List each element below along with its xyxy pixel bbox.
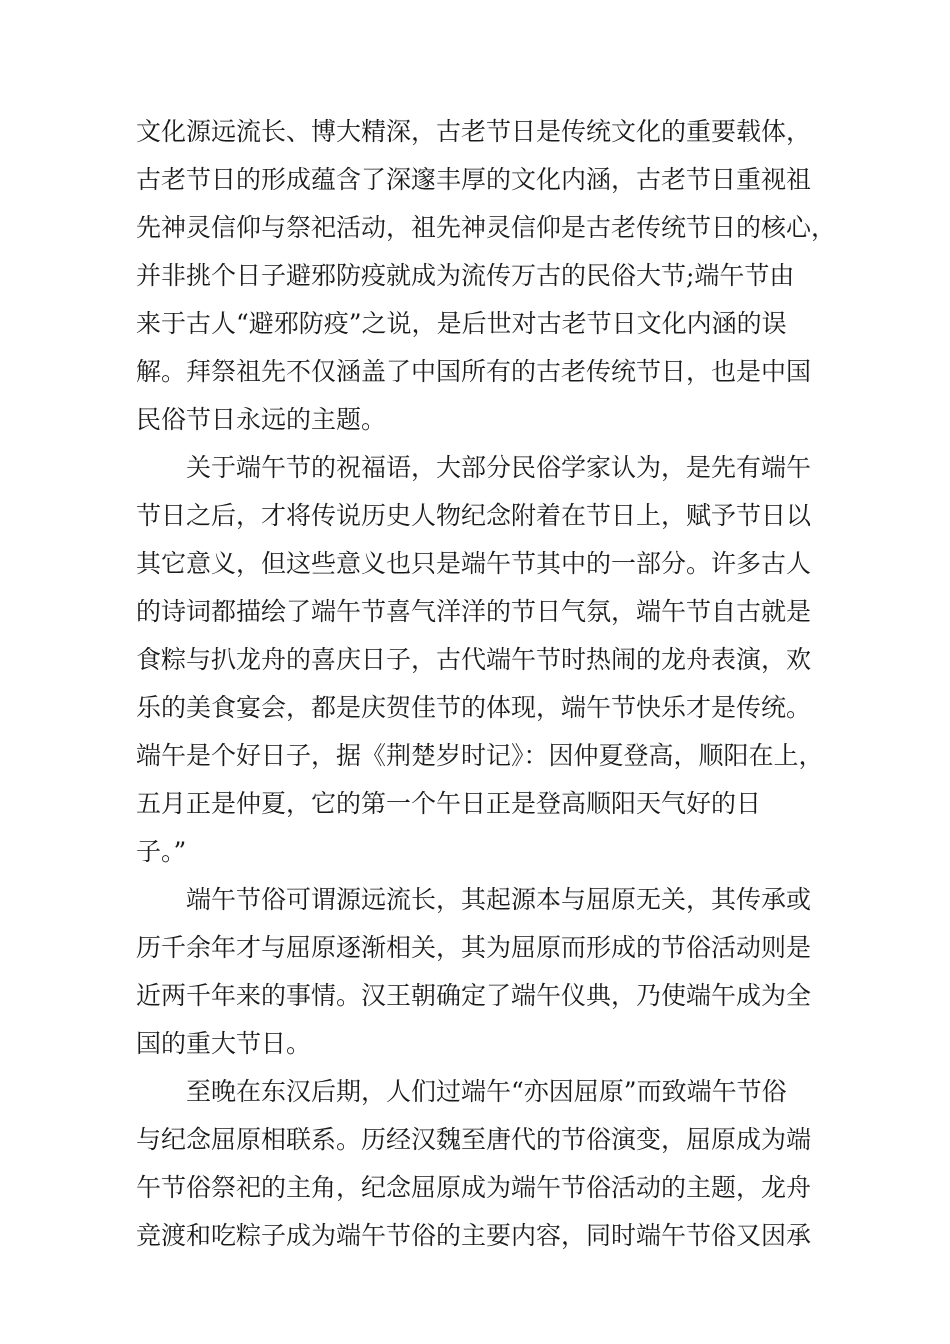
text-line: 关于端午节的祝福语，大部分民俗学家认为，是先有端午 bbox=[186, 453, 812, 482]
text-line: 端午节俗可谓源远流长，其起源本与屈原无关，其传承或 bbox=[186, 885, 812, 914]
text-line: 历千余年才与屈原逐渐相关，其为屈原而形成的节俗活动则是 bbox=[136, 933, 812, 962]
text-line: 与纪念屈原相联系。历经汉魏至唐代的节俗演变，屈原成为端 bbox=[136, 1125, 812, 1154]
text-line: 食粽与扒龙舟的喜庆日子，古代端午节时热闹的龙舟表演，欢 bbox=[136, 645, 812, 674]
text-line: 乐的美食宴会，都是庆贺佳节的体现，端午节快乐才是传统。 bbox=[136, 693, 812, 722]
text-line: 五月正是仲夏，它的第一个午日正是登高顺阳天气好的日 bbox=[136, 789, 762, 818]
text-line: 的诗词都描绘了端午节喜气洋洋的节日气氛，端午节自古就是 bbox=[136, 597, 812, 626]
paragraph-1 bbox=[136, 108, 836, 444]
text-line: 其它意义，但这些意义也只是端午节其中的一部分。许多古人 bbox=[136, 549, 812, 578]
text-line: 至晚在东汉后期，人们过端午“亦因屈原”而致端午节俗 bbox=[186, 1077, 787, 1106]
text-line: 文化源远流长、博大精深，古老节日是传统文化的重要载体， bbox=[136, 117, 812, 146]
text-line: 先神灵信仰与祭祀活动，祖先神灵信仰是古老传统节日的核心， bbox=[136, 213, 836, 242]
text-line: 竞渡和吃粽子成为端午节俗的主要内容，同时端午节俗又因承 bbox=[136, 1221, 812, 1250]
paragraph-3 bbox=[136, 876, 836, 1068]
text-line: 解。拜祭祖先不仅涵盖了中国所有的古老传统节日，也是中国 bbox=[136, 357, 812, 386]
text-line: 子。” bbox=[136, 837, 187, 866]
text-line: 来于古人“避邪防疫”之说，是后世对古老节日文化内涵的误 bbox=[136, 309, 787, 338]
text-line: 近两千年来的事情。汉王朝确定了端午仪典，乃使端午成为全 bbox=[136, 981, 812, 1010]
document-body bbox=[136, 108, 836, 1260]
text-line: 端午是个好日子，据《荆楚岁时记》：因仲夏登高，顺阳在上， bbox=[136, 741, 824, 770]
paragraph-4 bbox=[136, 1068, 836, 1260]
text-line: 国的重大节日。 bbox=[136, 1029, 312, 1058]
text-line: 并非挑个日子避邪防疫就成为流传万古的民俗大节;端午节由 bbox=[136, 261, 795, 290]
text-line: 午节俗祭祀的主角，纪念屈原成为端午节俗活动的主题，龙舟 bbox=[136, 1173, 812, 1202]
text-line: 节日之后，才将传说历史人物纪念附着在节日上，赋予节日以 bbox=[136, 501, 812, 530]
text-line: 民俗节日永远的主题。 bbox=[136, 405, 387, 434]
text-line: 古老节日的形成蕴含了深邃丰厚的文化内涵，古老节日重视祖 bbox=[136, 165, 812, 194]
paragraph-2 bbox=[136, 444, 836, 876]
